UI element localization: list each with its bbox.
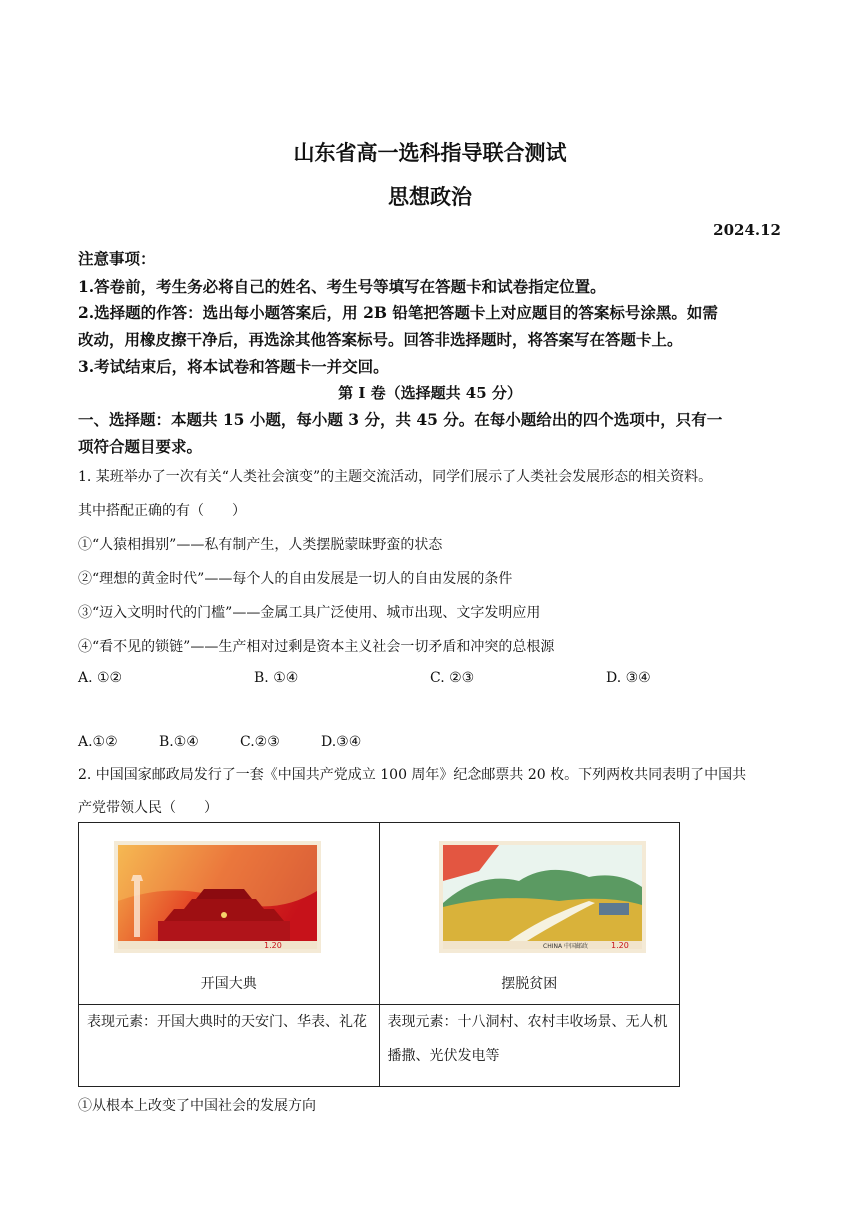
q1-option-repeat-c: C.②③ — [240, 734, 280, 750]
q1-stem-line-1: 1. 某班举办了一次有关“人类社会演变”的主题交流活动，同学们展示了人类社会发展形态的相关资料。 — [78, 469, 713, 485]
stamp-founding-elements: 表现元素：开国大典时的天安门、华表、礼花 — [79, 1005, 380, 1087]
stamp-table — [78, 822, 680, 1087]
exam-date: 2024.12 — [713, 221, 781, 239]
part-heading: 第 I 卷（选择题共 45 分） — [338, 384, 522, 402]
stamp-founding-image — [114, 841, 321, 953]
notice-item-3: 3.考试结束后，将本试卷和答题卡一并交回。 — [78, 357, 389, 376]
exam-title: 山东省高一选科指导联合测试 — [293, 140, 567, 165]
stamp-poverty-value: 1.20 — [610, 941, 629, 950]
q1-option-a: A. ①② — [78, 670, 123, 686]
stamp-poverty-elements: 表现元素：十八洞村、农村丰收场景、无人机播撒、光伏发电等 — [379, 1005, 680, 1087]
stamp-poverty-country: CHINA 中国邮政 — [542, 943, 588, 950]
q1-option-repeat-b: B.①④ — [159, 734, 199, 750]
q1-stem-line-2: 其中搭配正确的有（ ） — [78, 503, 246, 519]
q2-statement-1: ①从根本上改变了中国社会的发展方向 — [78, 1098, 316, 1114]
subject-title: 思想政治 — [388, 184, 472, 209]
q1-statement-3: ③“迈入文明时代的门槛”——金属工具广泛使用、城市出现、文字发明应用 — [78, 605, 541, 621]
stamp-founding-value: 1.20 — [264, 941, 282, 950]
notice-heading: 注意事项： — [78, 249, 156, 268]
stamp-poverty-caption: 摆脱贫困 — [501, 976, 558, 992]
q1-statement-2: ②“理想的黄金时代”——每个人的自由发展是一切人的自由发展的条件 — [78, 571, 513, 587]
notice-item-1: 1.答卷前，考生务必将自己的姓名、考生号等填写在答题卡和试卷指定位置。 — [78, 277, 606, 296]
q1-statement-1: ①“人猿相揖别”——私有制产生，人类摆脱蒙昧野蛮的状态 — [78, 537, 443, 553]
stamp-cell-founding — [79, 823, 380, 1005]
q2-stem-line-1: 2. 中国国家邮政局发行了一套《中国共产党成立 100 周年》纪念邮票共 20 枚。下列两枚共同表明了中国共 — [78, 767, 747, 783]
section-heading-line-1: 一、选择题：本题共 15 小题，每小题 3 分，共 45 分。在每小题给出的四个选项中，只有一 — [78, 410, 723, 429]
q1-option-d: D. ③④ — [606, 670, 651, 686]
q1-option-repeat-d: D.③④ — [321, 734, 362, 750]
section-heading-line-2: 项符合题目要求。 — [78, 437, 203, 456]
stamp-founding-caption: 开国大典 — [200, 976, 257, 992]
q1-option-b: B. ①④ — [254, 670, 299, 686]
notice-item-2-line-1: 2.选择题的作答：选出每小题答案后，用 2B 铅笔把答题卡上对应题目的答案标号涂黑。如需 — [78, 303, 718, 322]
q1-option-repeat-a: A.①② — [78, 734, 118, 750]
q1-option-c: C. ②③ — [430, 670, 475, 686]
stamp-cell-poverty — [379, 823, 680, 1005]
stamp-poverty-image — [439, 841, 646, 953]
q2-stem-line-2: 产党带领人民（ ） — [78, 800, 218, 816]
q1-statement-4: ④“看不见的锁链”——生产相对过剩是资本主义社会一切矛盾和冲突的总根源 — [78, 639, 555, 655]
notice-item-2-line-2: 改动，用橡皮擦干净后，再选涂其他答案标号。回答非选择题时，将答案写在答题卡上。 — [78, 330, 683, 349]
